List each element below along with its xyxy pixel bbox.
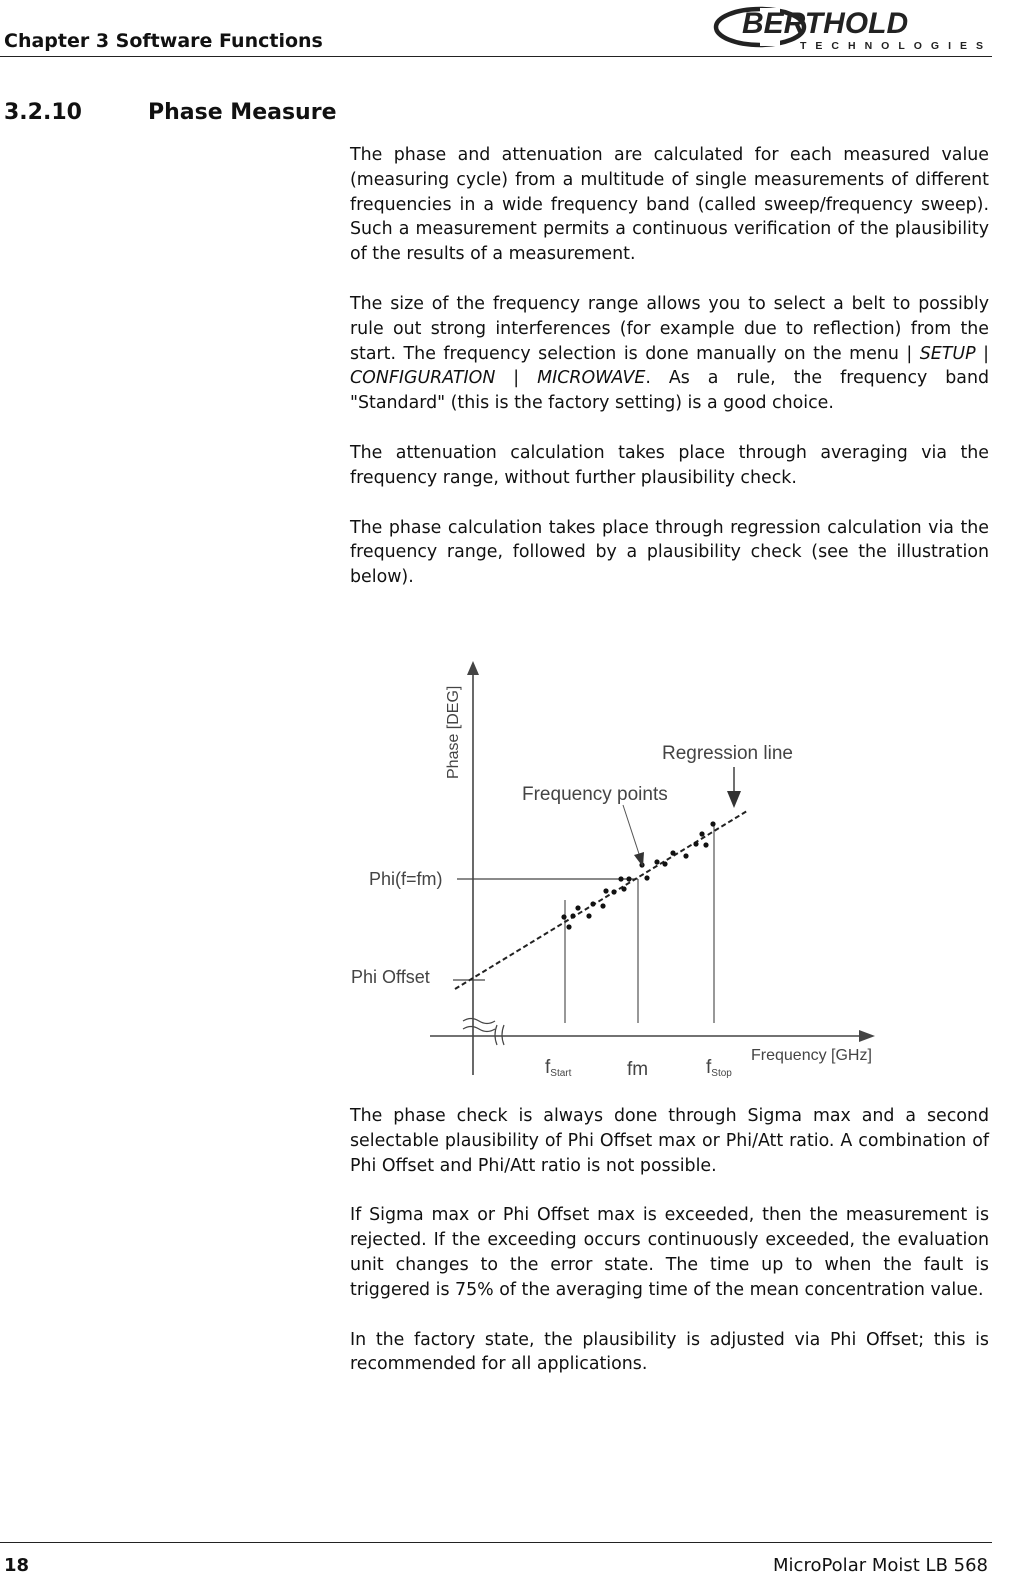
body-text-bottom <box>350 1104 989 1402</box>
f-start-label: fStart <box>545 1057 572 1079</box>
frequency-point <box>618 876 623 881</box>
points-arrow <box>623 805 641 860</box>
frequency-point <box>699 831 704 836</box>
frequency-point <box>693 841 698 846</box>
frequency-point <box>575 905 580 910</box>
regression-label: Regression line <box>662 743 793 764</box>
frequency-point <box>600 903 605 908</box>
frequency-point <box>662 861 667 866</box>
x-axis-arrow <box>859 1030 875 1042</box>
frequency-point <box>626 876 631 881</box>
page-number: 18 <box>4 1555 30 1576</box>
paragraph-sigma-max: If Sigma max or Phi Offset max is exceeded, then the measurement is rejected. If the exceeding occurs continuously exceeded, the evaluation unit changes to the error state. The time up to when the fault is triggered is 75% of the averaging time of the mean concentration value. <box>350 1205 989 1300</box>
frequency-point <box>683 853 688 858</box>
frequency-point <box>621 886 626 891</box>
fm-label: fm <box>627 1059 649 1080</box>
paragraph-attenuation: The attenuation calculation takes place through averaging via the frequency range, without further plausibility check. <box>350 442 989 488</box>
y-axis-label: Phase [DEG] <box>445 685 462 779</box>
logo-wordmark: BERTHOLD <box>742 7 909 40</box>
frequency-point <box>586 913 591 918</box>
x-axis-break-icon <box>495 1025 504 1045</box>
phi-fm-label: Phi(f=fm) <box>369 869 443 889</box>
frequency-point <box>644 875 649 880</box>
section-title: Phase Measure <box>148 100 337 125</box>
points-label: Frequency points <box>522 784 668 805</box>
paragraph-frequency-range: The size of the frequency range allows you to select a belt to possibly rule out strong interferences (for example due to reflection) from the start. The frequency selection is done manually on the menu | SETUP | CONFIGURATION | MICROWAVE. As a rule, the frequency band "Standard" (this is the factory setting) is a good choice. <box>350 293 990 414</box>
frequency-point <box>654 859 659 864</box>
frequency-point <box>670 850 675 855</box>
menu-setup: SETUP <box>919 343 976 364</box>
berthold-logo <box>706 0 992 52</box>
regression-line <box>455 811 747 989</box>
points-arrowhead <box>634 852 644 867</box>
logo-tagline: TECHNOLOGIES <box>800 40 992 52</box>
y-axis-arrow <box>467 661 479 675</box>
paragraph-phase-calc: The phase calculation takes place through regression calculation via the frequency range, followed by a plausibility check (see the illustration below). <box>350 517 989 588</box>
page-header <box>0 0 992 57</box>
frequency-point <box>570 913 575 918</box>
section-number: 3.2.10 <box>4 100 82 125</box>
document-name: MicroPolar Moist LB 568 <box>773 1555 988 1576</box>
frequency-point <box>590 901 595 906</box>
y-axis-break-icon <box>463 1019 495 1032</box>
paragraph-factory-state: In the factory state, the plausibility is adjusted via Phi Offset; this is recommended for all applications. <box>350 1329 989 1375</box>
frequency-point <box>603 888 608 893</box>
phase-regression-figure <box>345 655 905 1085</box>
chapter-title: Chapter 3 Software Functions <box>4 30 323 52</box>
frequency-point <box>611 889 616 894</box>
frequency-point <box>710 821 715 826</box>
menu-configuration: CONFIGURATION <box>350 368 496 389</box>
section-heading <box>4 100 337 125</box>
phi-offset-label: Phi Offset <box>351 967 430 987</box>
frequency-point <box>703 842 708 847</box>
frequency-point <box>566 924 571 929</box>
page-footer <box>0 1542 992 1576</box>
f-stop-label: fStop <box>706 1057 732 1079</box>
paragraph-phase-check: The phase check is always done through Sigma max and a second selectable plausibility of Phi Offset max or Phi/Att ratio. A combination of Phi Offset and Phi/Att ratio is not possible. <box>350 1106 989 1176</box>
paragraph-sweep: The phase and attenuation are calculated for each measured value (measuring cycle) from a multitude of single measurements of different frequencies in a wide frequency band (called sweep/frequency sweep). Such a measurement permits a continuous verification of the plausibility of the results of a measurement. <box>350 145 989 265</box>
body-text-top <box>350 143 989 615</box>
regression-arrowhead <box>727 791 741 808</box>
x-axis-label: Frequency [GHz] <box>751 1047 872 1064</box>
frequency-point <box>561 914 566 919</box>
menu-microwave: MICROWAVE <box>537 368 646 389</box>
